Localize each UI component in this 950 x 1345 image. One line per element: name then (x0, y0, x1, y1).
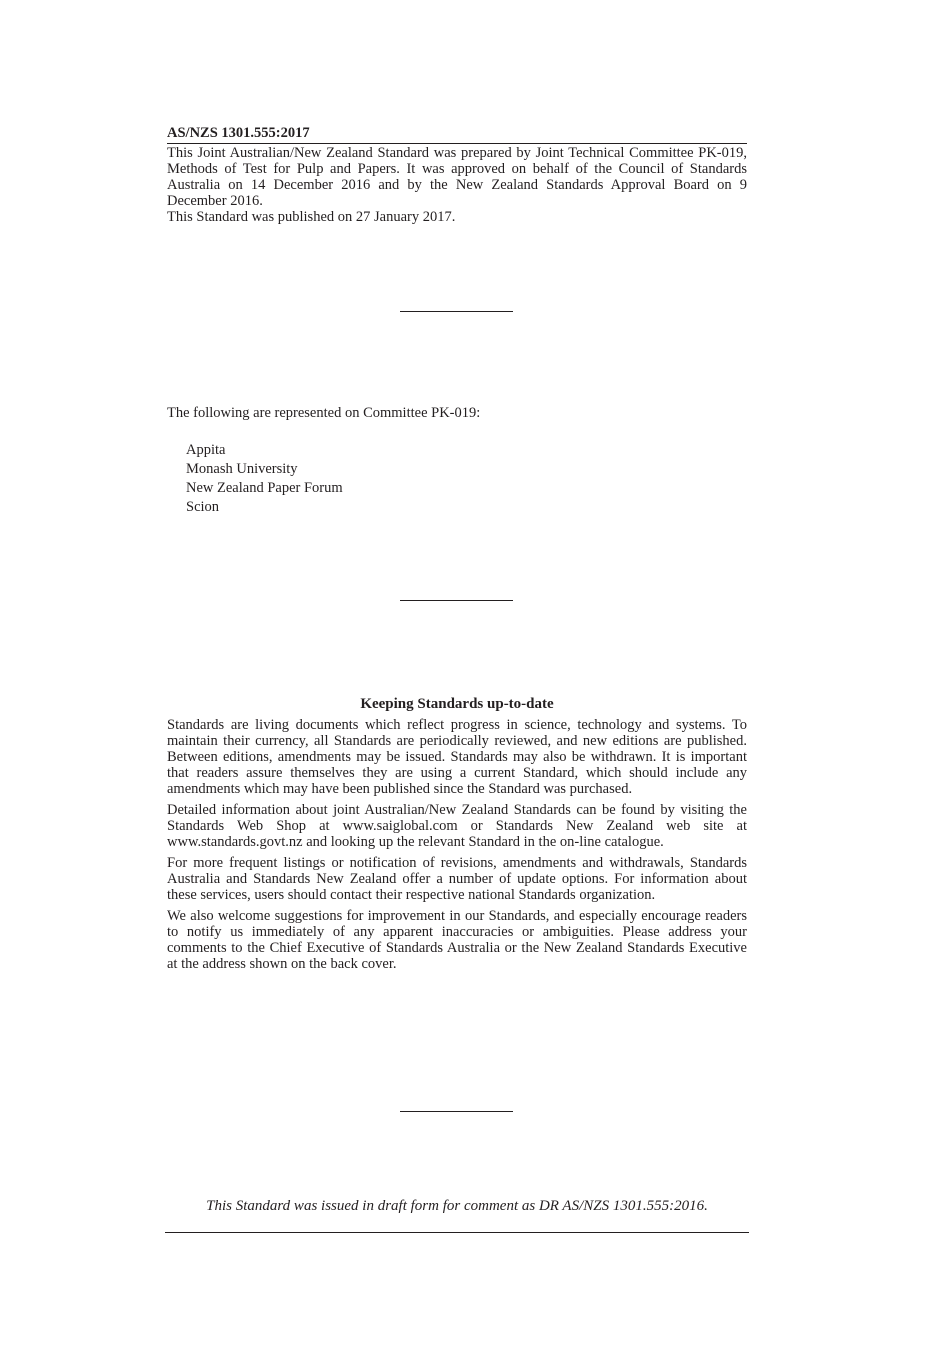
committee-intro: The following are represented on Committee PK-019: (167, 405, 481, 421)
document-page (167, 0, 747, 1345)
keeping-standards-paragraph: We also welcome suggestions for improvement in our Standards, and especially encourage readers to notify us immediately of any apparent inaccuracies or ambiguities. Please address your comments to the Chief Executive of Standards Australia or the New Zealand Standards Executive at the address shown on the back cover. (167, 908, 747, 972)
preparation-statement (167, 145, 747, 225)
publication-date-text: This Standard was published on 27 January 2017. (167, 209, 456, 225)
keeping-standards-heading: Keeping Standards up-to-date (360, 696, 554, 712)
committee-member: Scion (186, 499, 220, 515)
draft-note: This Standard was issued in draft form for comment as DR AS/NZS 1301.555:2016. (206, 1198, 708, 1214)
committee-member: Appita (186, 442, 226, 458)
keeping-standards-body (167, 717, 747, 977)
keeping-standards-paragraph: Standards are living documents which reflect progress in science, technology and systems. To maintain their currency, all Standards are periodically reviewed, and new editions are published. Between editions, amendments may be issued. Standards may also be withdrawn. It is important that readers assure themselves they are using a current Standard, which should include any amendments which may have been published since the Standard was purchased. (167, 717, 747, 797)
committee-member: Monash University (186, 461, 298, 477)
standard-number: AS/NZS 1301.555:2017 (167, 125, 747, 144)
committee-member-list (186, 441, 343, 517)
keeping-standards-paragraph: For more frequent listings or notification of revisions, amendments and withdrawals, Standards Australia and Standards New Zealand offer a number of update options. For information about these services, users should contact their respective national Standards organization. (167, 855, 747, 903)
section-divider (400, 1111, 513, 1112)
section-divider (400, 600, 513, 601)
preparation-text: This Joint Australian/New Zealand Standard was prepared by Joint Technical Committee PK-019, Methods of Test for Pulp and Papers. It was approved on behalf of the Council of Standards Australia on 14 December 2016 and by the New Zealand Standards Approval Board on 9 December 2016. (167, 145, 747, 209)
section-divider (400, 311, 513, 312)
footer-rule (165, 1232, 749, 1233)
keeping-standards-paragraph: Detailed information about joint Australian/New Zealand Standards can be found by visiting the Standards Web Shop at www.saiglobal.com or Standards New Zealand web site at www.standards.govt.nz and looking up the relevant Standard in the on-line catalogue. (167, 802, 747, 850)
committee-member: New Zealand Paper Forum (186, 480, 343, 496)
